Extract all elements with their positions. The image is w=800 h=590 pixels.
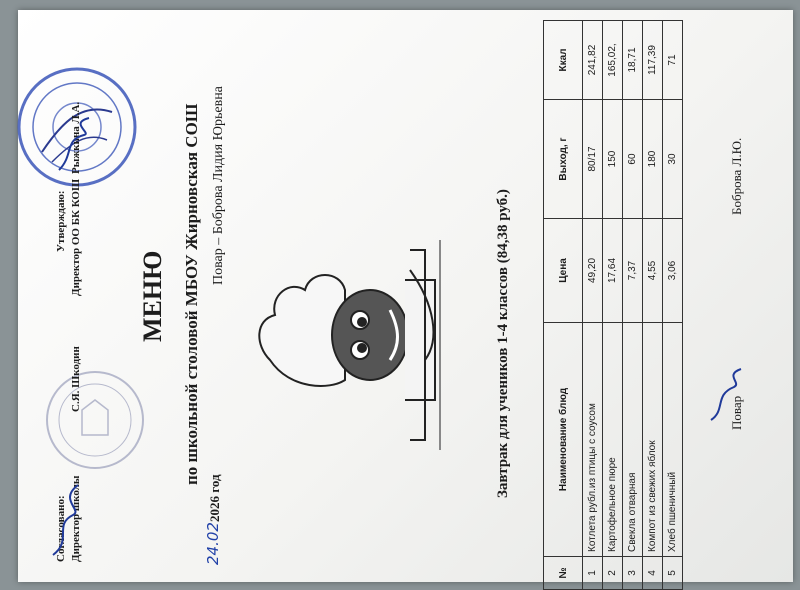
table-header-row: [544, 21, 583, 590]
table-row: [583, 21, 603, 590]
dish-name: Картофельное пюре: [603, 323, 623, 557]
dish-output: 30: [663, 100, 683, 219]
approve-name: Рыжкина Л.А.: [70, 101, 82, 174]
dish-price: 4,55: [643, 219, 663, 323]
table-row: [643, 21, 663, 590]
dish-kcal: 71: [663, 21, 683, 100]
agree-name: С.Я. Шкодин: [70, 346, 82, 412]
agree-signer: Директор школы: [70, 475, 82, 562]
footer-role: Повар: [729, 395, 744, 430]
row-number: 5: [663, 557, 683, 590]
dish-price: 17,64: [603, 219, 623, 323]
dish-price: 7,37: [623, 219, 643, 323]
dish-kcal: 241,82: [583, 21, 603, 100]
cook-line: Повар – Боброва Лидия Юрьевна: [211, 86, 226, 285]
dish-name: Свекла отварная: [623, 323, 643, 557]
table-row: [603, 21, 623, 590]
approve-label: Утверждаю:: [55, 190, 67, 252]
row-number: 4: [643, 557, 663, 590]
date-year: 2026 год: [207, 474, 222, 522]
handwritten-date: 24.02: [204, 522, 222, 565]
dish-name: Компот из свежих яблок: [643, 323, 663, 557]
header-output: Выход, г: [544, 100, 583, 219]
approve-signature: [54, 115, 94, 175]
table-row: [623, 21, 643, 590]
approve-signer: Директор ОО БК КОШ: [70, 178, 82, 296]
director-signature: [48, 480, 88, 560]
school-stamp: [40, 365, 150, 475]
dish-name: Котлета рубл.из птицы с соусом: [583, 323, 603, 557]
row-number: 2: [603, 557, 623, 590]
menu-sheet: [18, 10, 793, 582]
dish-output: 150: [603, 100, 623, 219]
header-kcal: Ккал: [544, 21, 583, 100]
menu-table: [543, 20, 683, 590]
page-subtitle: по школьной столовой МБОУ Жирновская СОШ: [182, 103, 201, 485]
dish-output: 180: [643, 100, 663, 219]
cook-signature: [706, 365, 746, 425]
chef-illustration: [250, 210, 450, 470]
dish-price: 49,20: [583, 219, 603, 323]
meal-title: Завтрак для учеников 1-4 классов (84,38 руб.): [495, 189, 511, 498]
header-number: №: [544, 557, 583, 590]
dish-price: 3,06: [663, 219, 683, 323]
page-title: МЕНЮ: [138, 250, 167, 342]
row-number: 3: [623, 557, 643, 590]
dish-name: Хлеб пшеничный: [663, 323, 683, 557]
dish-kcal: 18,71: [623, 21, 643, 100]
dish-kcal: 117,39: [643, 21, 663, 100]
footer-name: Боброва Л.Ю.: [729, 137, 744, 215]
header-price: Цена: [544, 219, 583, 323]
dish-output: 60: [623, 100, 643, 219]
agree-label: Согласовано:: [55, 495, 67, 562]
row-number: 1: [583, 557, 603, 590]
dish-output: 80/17: [583, 100, 603, 219]
table-row: [663, 21, 683, 590]
header-dish-name: Наименование блюд: [544, 323, 583, 557]
dish-kcal: 165,02,: [603, 21, 623, 100]
